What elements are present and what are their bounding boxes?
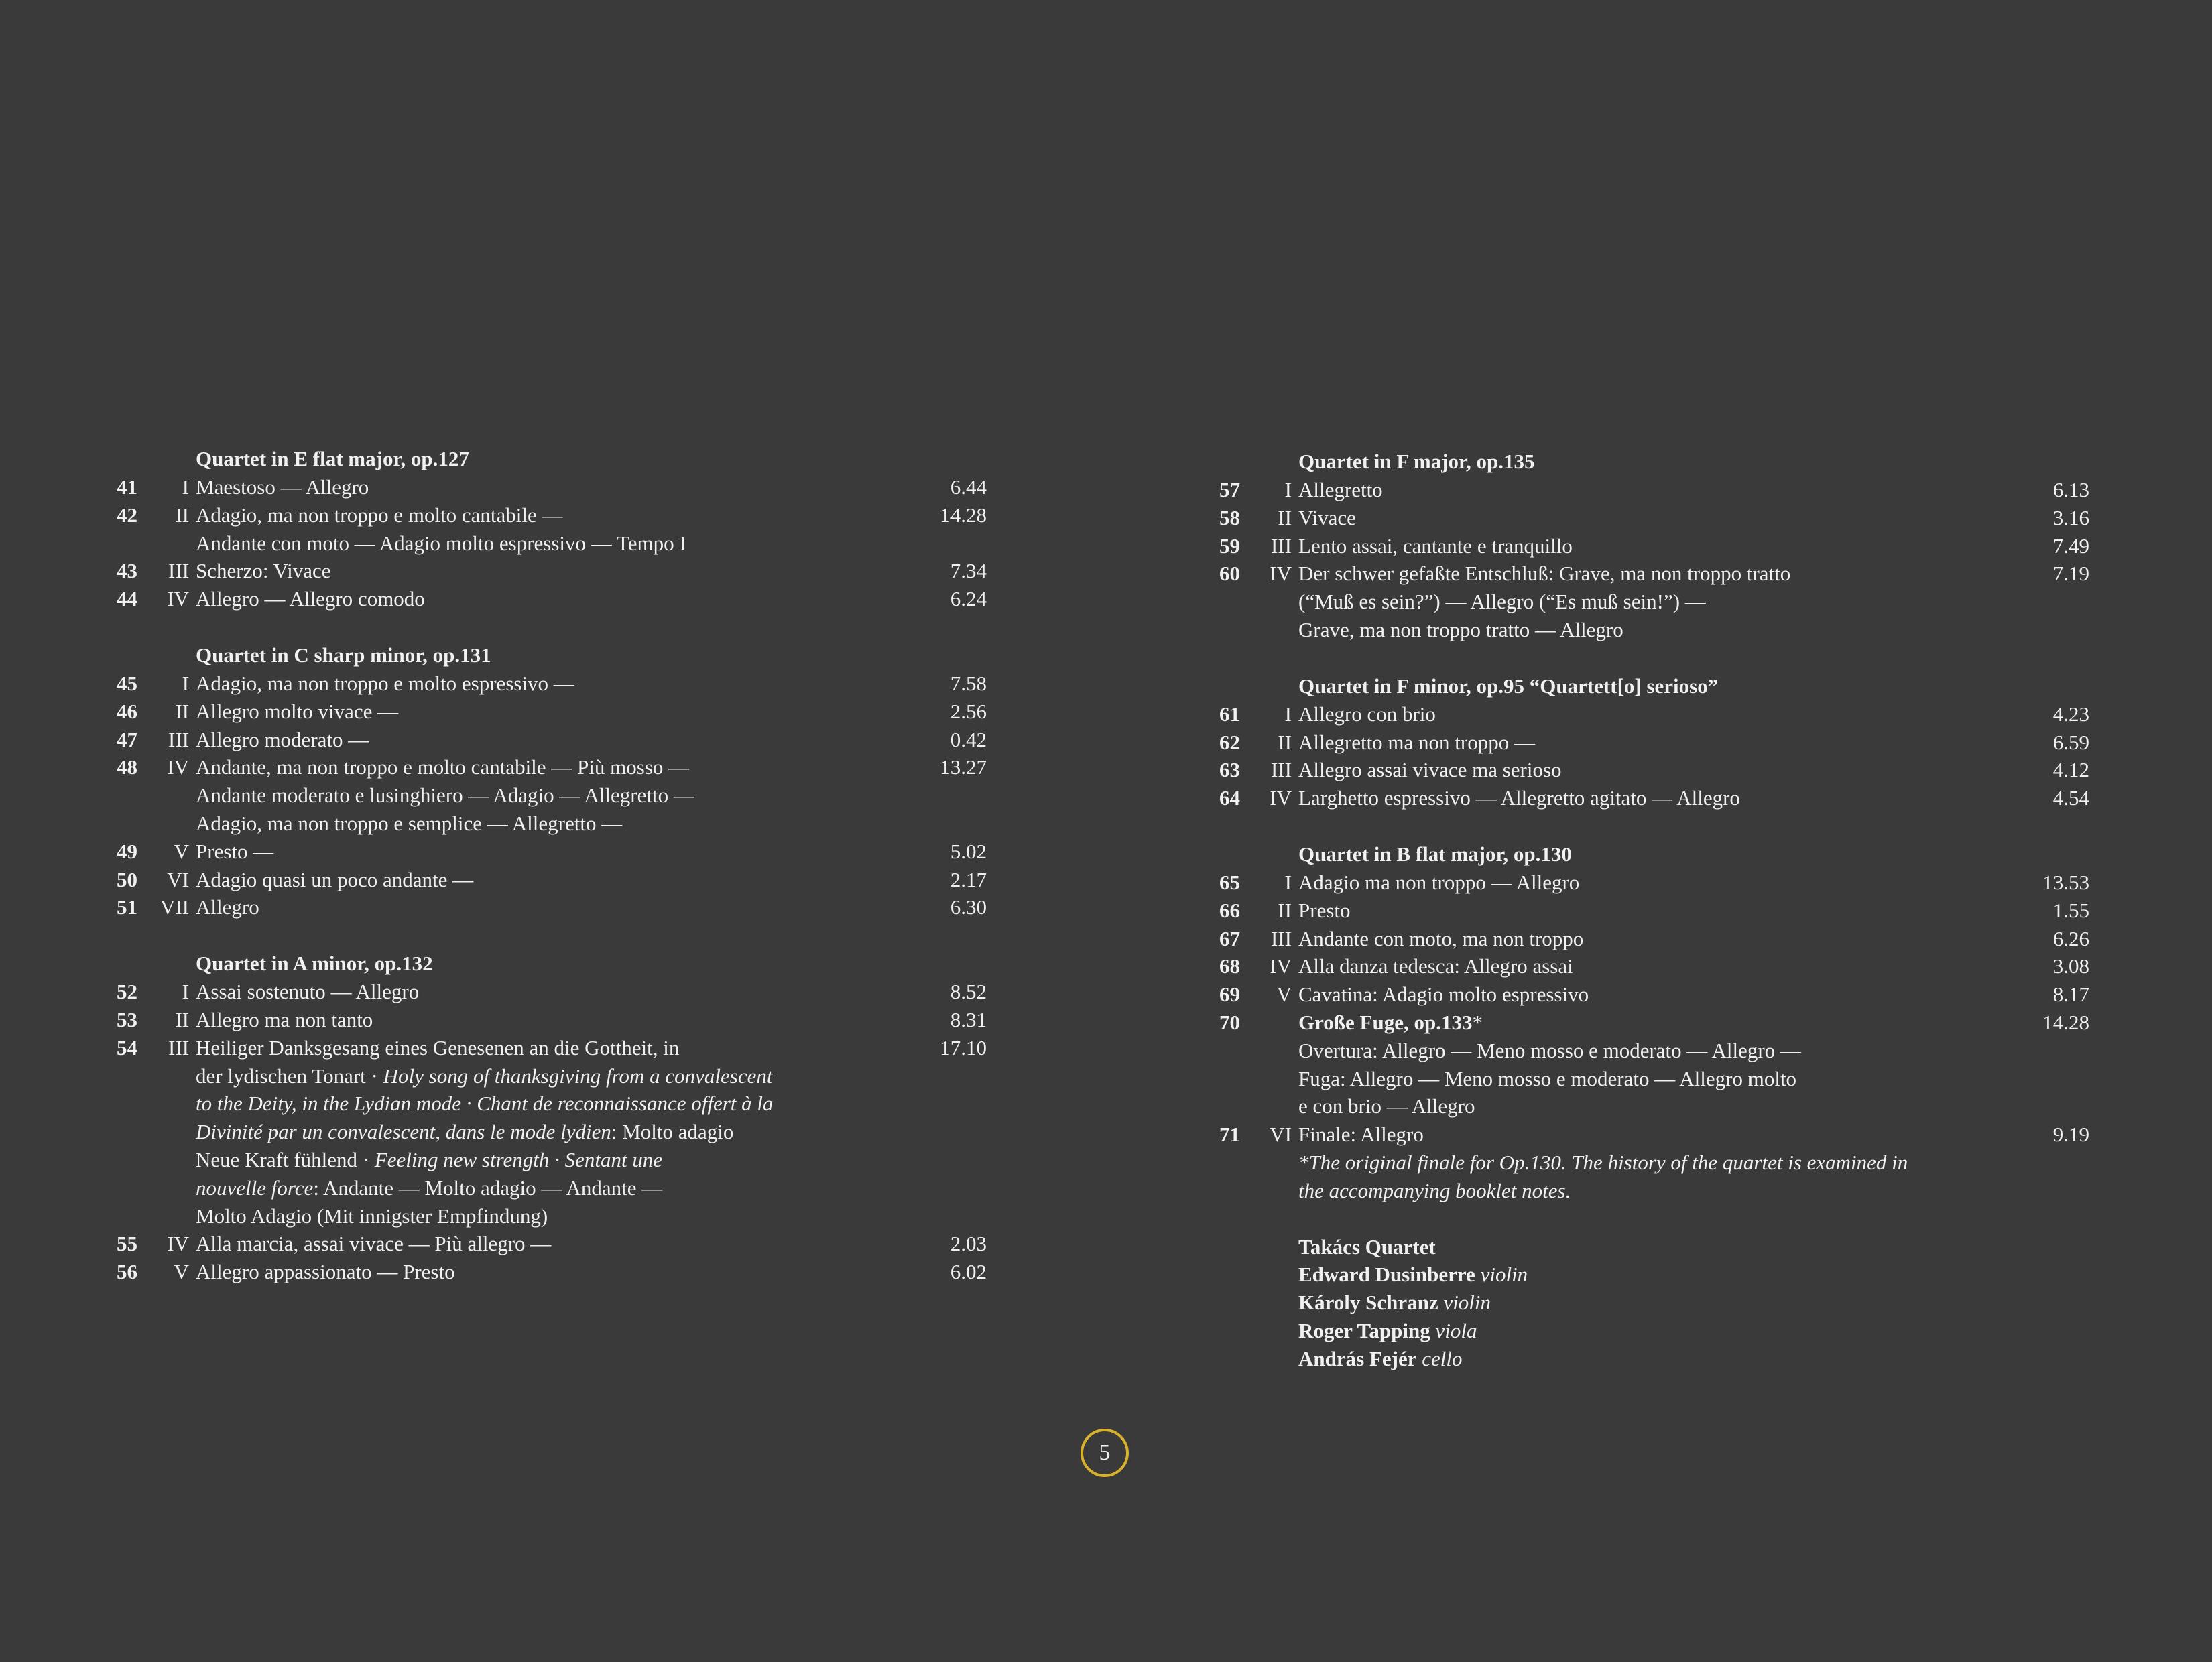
description-line (196, 1090, 879, 1118)
description-segment: Allegro appassionato — Presto (196, 1260, 455, 1284)
description-segment: Andante moderato e lusinghiero — Adagio — Allegretto — (196, 783, 694, 808)
track-row (107, 501, 987, 558)
track-duration: 7.19 (2052, 562, 2089, 586)
movement-numeral: V (174, 839, 189, 863)
movement-numeral: III (168, 559, 189, 583)
track-number: 50 (117, 867, 137, 891)
movement-numeral: II (1278, 505, 1292, 529)
description-line (1298, 532, 1982, 560)
quartet-title: Quartet in F major, op.135 (1298, 450, 1535, 473)
track-row (1210, 925, 2089, 953)
description-segment: Holy song of thanksgiving from a convalescent (383, 1064, 773, 1088)
movement-numeral: III (1271, 758, 1292, 782)
description-segment: Larghetto espressivo — Allegretto agitato — Allegro (1298, 786, 1740, 810)
description-segment: Lento assai, cantante e tranquillo (1298, 533, 1573, 558)
track-description (196, 1258, 879, 1286)
quartet-section (107, 445, 987, 613)
track-duration: 6.30 (950, 895, 987, 919)
description-segment: Overtura: Allegro — Meno mosso e moderato — Allegro — (1298, 1038, 1801, 1062)
track-number: 70 (1219, 1010, 1240, 1034)
quartet-title: Quartet in B flat major, op.130 (1298, 842, 1572, 866)
track-duration: 13.53 (2042, 870, 2089, 894)
track-number: 56 (117, 1260, 137, 1284)
track-duration: 6.59 (2052, 730, 2089, 754)
track-description (1298, 700, 1982, 728)
track-row (107, 1034, 987, 1230)
track-description (196, 669, 879, 698)
track-duration: 2.56 (950, 699, 987, 723)
track-number: 65 (1219, 870, 1240, 894)
description-segment: Cavatina: Adagio molto espressivo (1298, 982, 1589, 1007)
track-row (1210, 980, 2089, 1009)
track-description (196, 1006, 879, 1034)
description-line (1298, 869, 1982, 897)
track-duration: 2.17 (950, 867, 987, 891)
movement-numeral: II (175, 1007, 189, 1031)
track-description (1298, 1121, 1982, 1149)
description-segment: : Andante — Molto adagio — Andante — (313, 1175, 663, 1200)
description-segment: Alla marcia, assai vivace — Più allegro — (196, 1232, 552, 1256)
description-line (1298, 700, 1982, 728)
movement-numeral: I (182, 980, 189, 1004)
description-line (1298, 588, 1982, 616)
description-segment: Andante, ma non troppo e molto cantabile — Più mosso — (196, 755, 690, 779)
movement-numeral: III (168, 727, 189, 751)
description-line (1298, 476, 1982, 504)
track-number: 57 (1219, 478, 1240, 501)
track-description (196, 698, 879, 726)
description-line (1298, 952, 1982, 980)
description-line (1298, 616, 1982, 644)
description-segment: * (1472, 1010, 1483, 1034)
performer-name: Károly Schranz (1298, 1291, 1438, 1315)
track-number: 69 (1219, 982, 1240, 1007)
track-duration: 8.31 (950, 1007, 987, 1031)
description-segment: Assai sostenuto — Allegro (196, 980, 420, 1004)
movement-numeral: IV (1270, 954, 1292, 978)
description-segment: Adagio ma non troppo — Allegro (1298, 870, 1580, 894)
track-duration: 1.55 (2052, 898, 2089, 922)
description-line (196, 557, 879, 585)
quartet-section (1210, 672, 2089, 812)
track-row (1210, 532, 2089, 560)
description-line (196, 866, 879, 894)
track-description (1298, 897, 1982, 925)
track-description (1298, 476, 1982, 504)
description-segment: e con brio — Allegro (1298, 1094, 1475, 1118)
track-description (1298, 1009, 1982, 1121)
description-line (196, 698, 879, 726)
track-number: 55 (117, 1232, 137, 1256)
track-row (1210, 756, 2089, 784)
track-duration: 4.23 (2052, 702, 2089, 726)
description-segment: Feeling new strength · Sentant une (374, 1147, 663, 1171)
ensemble-name: Takács Quartet (1298, 1234, 1436, 1259)
track-duration: 3.08 (2052, 954, 2089, 978)
movement-numeral: V (1276, 982, 1292, 1007)
performer-instrument: cello (1422, 1346, 1463, 1370)
performer-name: András Fejér (1298, 1346, 1417, 1370)
description-line (1298, 1092, 1982, 1121)
description-line (196, 473, 879, 501)
track-number: 49 (117, 839, 137, 863)
description-segment: Allegro — Allegro comodo (196, 587, 425, 611)
track-row (1210, 897, 2089, 925)
performers-block (1298, 1233, 2081, 1373)
description-line (1298, 1121, 1982, 1149)
track-number: 60 (1219, 562, 1240, 586)
track-number: 71 (1219, 1123, 1240, 1147)
description-line (1298, 1009, 1982, 1037)
quartet-title: Quartet in A minor, op.132 (196, 952, 433, 976)
track-number: 66 (1219, 898, 1240, 922)
performer-row (1298, 1261, 2081, 1289)
description-segment: to the Deity, in the Lydian mode · Chant de reconnaissance offert à la (196, 1092, 774, 1116)
track-description (196, 838, 879, 866)
track-description (1298, 952, 1982, 980)
track-description (196, 753, 879, 837)
description-line (196, 529, 879, 558)
track-row (107, 1006, 987, 1034)
track-number: 67 (1219, 926, 1240, 950)
description-line (1298, 897, 1982, 925)
track-number: 52 (117, 980, 137, 1004)
description-line (196, 781, 879, 810)
track-row (1210, 728, 2089, 757)
track-duration: 6.44 (950, 475, 987, 499)
track-description (196, 1230, 879, 1258)
movement-numeral: I (1284, 870, 1292, 894)
track-description (1298, 728, 1982, 757)
description-line (196, 669, 879, 698)
description-segment: Vivace (1298, 505, 1356, 529)
performer-name: Edward Dusinberre (1298, 1263, 1475, 1287)
track-row (1210, 1009, 2089, 1121)
description-line (196, 726, 879, 754)
description-segment: Presto — (196, 839, 274, 863)
track-duration: 7.49 (2052, 533, 2089, 558)
left-column (107, 445, 987, 1314)
movement-numeral: I (182, 671, 189, 695)
track-description (1298, 869, 1982, 897)
description-segment: Allegretto ma non troppo — (1298, 730, 1535, 754)
quartet-section (107, 950, 987, 1286)
track-duration: 4.12 (2052, 758, 2089, 782)
track-number: 48 (117, 755, 137, 779)
movement-numeral: VII (160, 895, 189, 919)
description-line (196, 893, 879, 921)
movement-numeral: IV (1270, 562, 1292, 586)
track-row (107, 753, 987, 837)
movement-numeral: IV (167, 755, 189, 779)
movement-numeral: VI (167, 867, 189, 891)
description-line (196, 1230, 879, 1258)
track-duration: 3.16 (2052, 505, 2089, 529)
track-number: 45 (117, 671, 137, 695)
track-description (196, 978, 879, 1006)
track-duration: 2.03 (950, 1232, 987, 1256)
track-number: 43 (117, 559, 137, 583)
performer-instrument: viola (1435, 1318, 1477, 1342)
description-segment: Der schwer gefaßte Entschluß: Grave, ma non troppo tratto (1298, 562, 1791, 586)
quartet-section (1210, 840, 2089, 1205)
track-number: 51 (117, 895, 137, 919)
performer-row (1298, 1345, 2081, 1373)
track-row (1210, 560, 2089, 643)
track-row (1210, 784, 2089, 812)
description-segment: Grave, ma non troppo tratto — Allegro (1298, 617, 1623, 641)
description-line (196, 1006, 879, 1034)
description-line (196, 838, 879, 866)
track-number: 63 (1219, 758, 1240, 782)
quartet-title: Quartet in E flat major, op.127 (196, 447, 469, 470)
track-description (1298, 532, 1982, 560)
footnote-line: the accompanying booklet notes. (1298, 1178, 1571, 1202)
movement-numeral: IV (167, 1232, 189, 1256)
description-line (1298, 560, 1982, 588)
movement-numeral: III (1271, 926, 1292, 950)
movement-numeral: V (174, 1260, 189, 1284)
description-segment: Allegro molto vivace — (196, 699, 399, 723)
performer-row (1298, 1289, 2081, 1317)
performer-name: Roger Tapping (1298, 1318, 1430, 1342)
track-duration: 6.02 (950, 1260, 987, 1284)
track-duration: 14.28 (2042, 1010, 2089, 1034)
track-row (107, 585, 987, 613)
track-row (107, 978, 987, 1006)
track-description (196, 893, 879, 921)
description-line (196, 1202, 879, 1230)
track-row (107, 726, 987, 754)
description-line (196, 1118, 879, 1146)
track-duration: 6.26 (2052, 926, 2089, 950)
track-duration: 5.02 (950, 839, 987, 863)
track-row (107, 866, 987, 894)
track-duration: 17.10 (940, 1035, 987, 1060)
description-line (1298, 1037, 1982, 1065)
description-line (1298, 1065, 1982, 1093)
description-line (196, 1174, 879, 1202)
track-duration: 7.34 (950, 559, 987, 583)
description-line (1298, 980, 1982, 1009)
movement-numeral: I (1284, 702, 1292, 726)
description-segment: Scherzo: Vivace (196, 559, 331, 583)
movement-numeral: II (175, 503, 189, 527)
footnote-line: *The original finale for Op.130. The history of the quartet is examined in (1298, 1150, 1908, 1174)
description-line (196, 1034, 879, 1062)
description-segment: Allegro (196, 895, 259, 919)
description-segment: Allegro moderato — (196, 727, 369, 751)
description-line (1298, 784, 1982, 812)
track-duration: 7.58 (950, 671, 987, 695)
movement-numeral: III (168, 1035, 189, 1060)
description-segment: nouvelle force (196, 1175, 314, 1200)
description-segment: Andante con moto, ma non troppo (1298, 926, 1584, 950)
movement-numeral: IV (1270, 786, 1292, 810)
track-duration: 0.42 (950, 727, 987, 751)
track-duration: 13.27 (940, 755, 987, 779)
performer-row (1298, 1317, 2081, 1345)
track-description (196, 726, 879, 754)
track-row (107, 1230, 987, 1258)
description-segment: Heiliger Danksgesang eines Genesenen an die Gottheit, in (196, 1035, 680, 1060)
track-duration: 9.19 (2052, 1123, 2089, 1147)
movement-numeral: II (175, 699, 189, 723)
track-number: 54 (117, 1035, 137, 1060)
track-description (1298, 560, 1982, 643)
description-line (1298, 756, 1982, 784)
movement-numeral: IV (167, 587, 189, 611)
track-description (196, 501, 879, 558)
description-segment: Allegro assai vivace ma serioso (1298, 758, 1562, 782)
description-line (196, 585, 879, 613)
description-line (1298, 504, 1982, 532)
track-description (196, 585, 879, 613)
track-number: 64 (1219, 786, 1240, 810)
description-segment: Adagio, ma non troppo e semplice — Allegretto — (196, 811, 623, 835)
movement-numeral: I (182, 475, 189, 499)
description-segment: Allegretto (1298, 478, 1383, 501)
track-description (1298, 504, 1982, 532)
description-segment: der lydischen Tonart · (196, 1064, 383, 1088)
description-line (196, 753, 879, 781)
description-line (196, 1146, 879, 1174)
track-description (1298, 925, 1982, 953)
movement-numeral: II (1278, 730, 1292, 754)
description-segment: Presto (1298, 898, 1351, 922)
description-segment: Große Fuge, op.133 (1298, 1010, 1473, 1034)
track-row (107, 838, 987, 866)
description-segment: Molto Adagio (Mit innigster Empfindung) (196, 1204, 548, 1228)
track-row (107, 557, 987, 585)
track-number: 41 (117, 475, 137, 499)
description-line (196, 501, 879, 529)
description-line (1298, 728, 1982, 757)
track-description (196, 557, 879, 585)
performer-instrument: violin (1443, 1291, 1491, 1315)
description-segment: Adagio, ma non troppo e molto espressivo — (196, 671, 574, 695)
track-number: 62 (1219, 730, 1240, 754)
description-line (1298, 925, 1982, 953)
quartet-section (1210, 448, 2089, 644)
quartet-title: Quartet in F minor, op.95 “Quartett[o] serioso” (1298, 674, 1719, 698)
track-number: 59 (1219, 533, 1240, 558)
description-segment: Fuga: Allegro — Meno mosso e moderato — Allegro molto (1298, 1066, 1797, 1090)
track-row (107, 669, 987, 698)
description-segment: Divinité par un convalescent, dans le mode lydien (196, 1120, 611, 1144)
track-row (1210, 476, 2089, 504)
track-number: 42 (117, 503, 137, 527)
description-segment: (“Muß es sein?”) — Allegro (“Es muß sein!”) — (1298, 590, 1706, 614)
track-duration: 4.54 (2052, 786, 2089, 810)
description-line (196, 810, 879, 838)
movement-numeral: I (1284, 478, 1292, 501)
track-row (107, 473, 987, 501)
quartet-section (107, 641, 987, 921)
track-duration: 8.52 (950, 980, 987, 1004)
track-duration: 6.13 (2052, 478, 2089, 501)
track-row (1210, 504, 2089, 532)
track-description (1298, 784, 1982, 812)
description-segment: Adagio, ma non troppo e molto cantabile — (196, 503, 563, 527)
track-duration: 8.17 (2052, 982, 2089, 1007)
track-description (196, 1034, 879, 1230)
movement-numeral: VI (1270, 1123, 1292, 1147)
track-description (196, 473, 879, 501)
description-line (196, 1258, 879, 1286)
track-row (1210, 952, 2089, 980)
description-segment: Allegro con brio (1298, 702, 1436, 726)
track-row (1210, 700, 2089, 728)
track-description (196, 866, 879, 894)
description-segment: : Molto adagio (611, 1120, 734, 1144)
movement-numeral: II (1278, 898, 1292, 922)
track-row (1210, 869, 2089, 897)
track-duration: 14.28 (940, 503, 987, 527)
track-number: 58 (1219, 505, 1240, 529)
track-number: 53 (117, 1007, 137, 1031)
description-segment: Alla danza tedesca: Allegro assai (1298, 954, 1573, 978)
track-number: 61 (1219, 702, 1240, 726)
track-description (1298, 980, 1982, 1009)
quartet-title: Quartet in C sharp minor, op.131 (196, 643, 491, 667)
movement-numeral: III (1271, 533, 1292, 558)
track-number: 46 (117, 699, 137, 723)
performer-instrument: violin (1480, 1263, 1528, 1287)
page-number: 5 (1081, 1429, 1129, 1477)
description-segment: Andante con moto — Adagio molto espressivo — Tempo I (196, 531, 686, 555)
track-row (107, 893, 987, 921)
description-segment: Maestoso — Allegro (196, 475, 369, 499)
footnote (1298, 1149, 2049, 1205)
track-number: 68 (1219, 954, 1240, 978)
description-line (196, 1062, 879, 1090)
track-duration: 6.24 (950, 587, 987, 611)
description-line (196, 978, 879, 1006)
track-row (1210, 1121, 2089, 1149)
description-segment: Neue Kraft fühlend · (196, 1147, 375, 1171)
right-column (1210, 448, 2089, 1373)
track-number: 44 (117, 587, 137, 611)
track-row (107, 698, 987, 726)
track-row (107, 1258, 987, 1286)
track-description (1298, 756, 1982, 784)
description-segment: Allegro ma non tanto (196, 1007, 373, 1031)
description-segment: Adagio quasi un poco andante — (196, 867, 474, 891)
description-segment: Finale: Allegro (1298, 1123, 1424, 1147)
movement-numeral (1258, 1009, 1298, 1121)
track-number: 47 (117, 727, 137, 751)
